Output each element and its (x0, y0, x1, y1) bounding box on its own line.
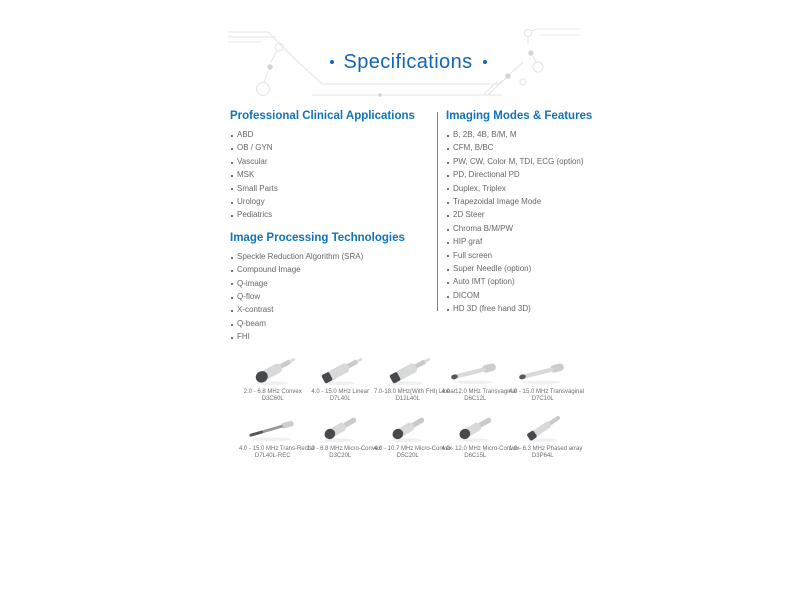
list-item: Trapezoidal Image Mode (446, 195, 661, 208)
probe-cell (509, 356, 585, 403)
probe-frequency-label: 1.9 - 6.3 MHz Phased array (509, 446, 583, 452)
probe-model-label: D7C10L (531, 396, 554, 402)
list-item: B, 2B, 4B, B/M, M (446, 128, 661, 141)
title-dot-left (330, 60, 334, 64)
title-dot-right (483, 60, 487, 64)
list-item: Speckle Reduction Algorithm (SRA) (230, 250, 432, 263)
probe-cell (441, 413, 520, 460)
list-item: X-contrast (230, 303, 432, 316)
imaging-modes-list (446, 128, 661, 316)
list-item: MSK (230, 168, 432, 181)
probe-cell (441, 356, 517, 403)
probe-photo (374, 413, 442, 444)
list-item: HIP graf (446, 235, 661, 248)
list-item: OB / GYN (230, 141, 432, 154)
probe-caption (306, 446, 382, 460)
list-item: Small Parts (230, 182, 432, 195)
list-item: Q-flow (230, 290, 432, 303)
probe-model-label: D5C20L (396, 453, 419, 459)
probe-model-label: D12L40L (395, 396, 420, 402)
probe-caption (239, 389, 307, 403)
list-item: CFM, B/BC (446, 141, 661, 154)
list-item: Q-image (230, 277, 432, 290)
probe-row-2 (239, 413, 583, 460)
probe-frequency-label: 7.0-18.0 MHz(With FHI) Linear (374, 389, 456, 395)
section-heading: Imaging Modes & Features (446, 110, 593, 122)
section-heading: Professional Clinical Applications (230, 110, 415, 122)
probe-caption (374, 389, 456, 403)
probe-frequency-label: 2.0 - 6.8 MHz Convex (243, 389, 302, 395)
section-image-processing (230, 232, 432, 344)
list-item: Compound Image (230, 263, 432, 276)
list-item: Super Needle (option) (446, 262, 661, 275)
list-item: Chroma B/M/PW (446, 222, 661, 235)
clinical-applications-list (230, 128, 432, 222)
probe-caption (374, 446, 453, 460)
section-imaging-modes (446, 110, 661, 316)
probe-frequency-label: 4.0 - 15.0 MHz Transvaginal (509, 389, 585, 395)
probe-frequency-label: 4.0 - 12.0 MHz Transvaginal (441, 389, 517, 395)
probe-cell (374, 413, 453, 460)
right-column (446, 110, 661, 316)
probe-cell (239, 413, 315, 460)
list-item: Q-beam (230, 317, 432, 330)
list-item: Vascular (230, 155, 432, 168)
list-item: 2D Steer (446, 208, 661, 221)
probe-cell (509, 413, 583, 460)
probe-frequency-label: 4.0 - 10.7 MHz Micro-Convex (374, 446, 453, 452)
probe-caption (509, 389, 585, 403)
probe-frequency-label: 2.0 - 6.8 MHz Micro-Convex (306, 446, 382, 452)
probe-model-label: D6C12L (464, 396, 487, 402)
list-item: Urology (230, 195, 432, 208)
column-divider (437, 112, 438, 311)
section-clinical-applications (230, 110, 432, 222)
list-item: DICOM (446, 289, 661, 302)
probe-photo (239, 413, 307, 444)
list-item: Pediatrics (230, 208, 432, 221)
probe-cell (306, 413, 382, 460)
image-processing-list (230, 250, 432, 344)
probe-photo (307, 413, 375, 444)
probe-model-label: D6C15L (464, 453, 487, 459)
probe-row-1 (239, 356, 585, 403)
probe-frequency-label: 4.0 - 12.0 MHz Micro-Convex (441, 446, 520, 452)
probe-cell (239, 356, 307, 403)
probe-cell (307, 356, 375, 403)
list-item: PW, CW, Color M, TDI, ECG (option) (446, 155, 661, 168)
probe-model-label: D3C20L (329, 453, 352, 459)
list-item: FHI (230, 330, 432, 343)
probe-caption (441, 389, 517, 403)
probe-photo (509, 413, 577, 444)
probe-photo (442, 356, 510, 387)
probe-gallery (239, 356, 585, 460)
probe-model-label: D3C60L (261, 396, 284, 402)
probe-caption (307, 389, 375, 403)
probe-photo (239, 356, 307, 387)
probe-model-label: D3P64L (531, 453, 554, 459)
probe-caption (239, 446, 315, 460)
list-item: PD, Directional PD (446, 168, 661, 181)
title-block (320, 50, 496, 74)
list-item: Full screen (446, 249, 661, 262)
page-title: Specifications (343, 51, 473, 73)
list-item: ABD (230, 128, 432, 141)
probe-model-label: D7L40L-REC (254, 453, 291, 459)
probe-cell (374, 356, 456, 403)
list-item: Duplex, Triplex (446, 182, 661, 195)
left-column (230, 110, 432, 344)
section-heading: Image Processing Technologies (230, 231, 405, 244)
probe-photo (307, 356, 375, 387)
probe-photo (374, 356, 442, 387)
list-item: HD 3D (free hand 3D) (446, 302, 661, 315)
probe-photo (442, 413, 510, 444)
probe-caption (441, 446, 520, 460)
list-item: Auto IMT (option) (446, 275, 661, 288)
probe-caption (509, 446, 583, 460)
probe-frequency-label: 4.0 - 15.0 MHz Trans-Rectal (239, 446, 315, 452)
probe-photo (509, 356, 577, 387)
probe-model-label: D7L40L (329, 396, 351, 402)
probe-frequency-label: 4.0 - 15.0 MHz Linear (311, 389, 370, 395)
